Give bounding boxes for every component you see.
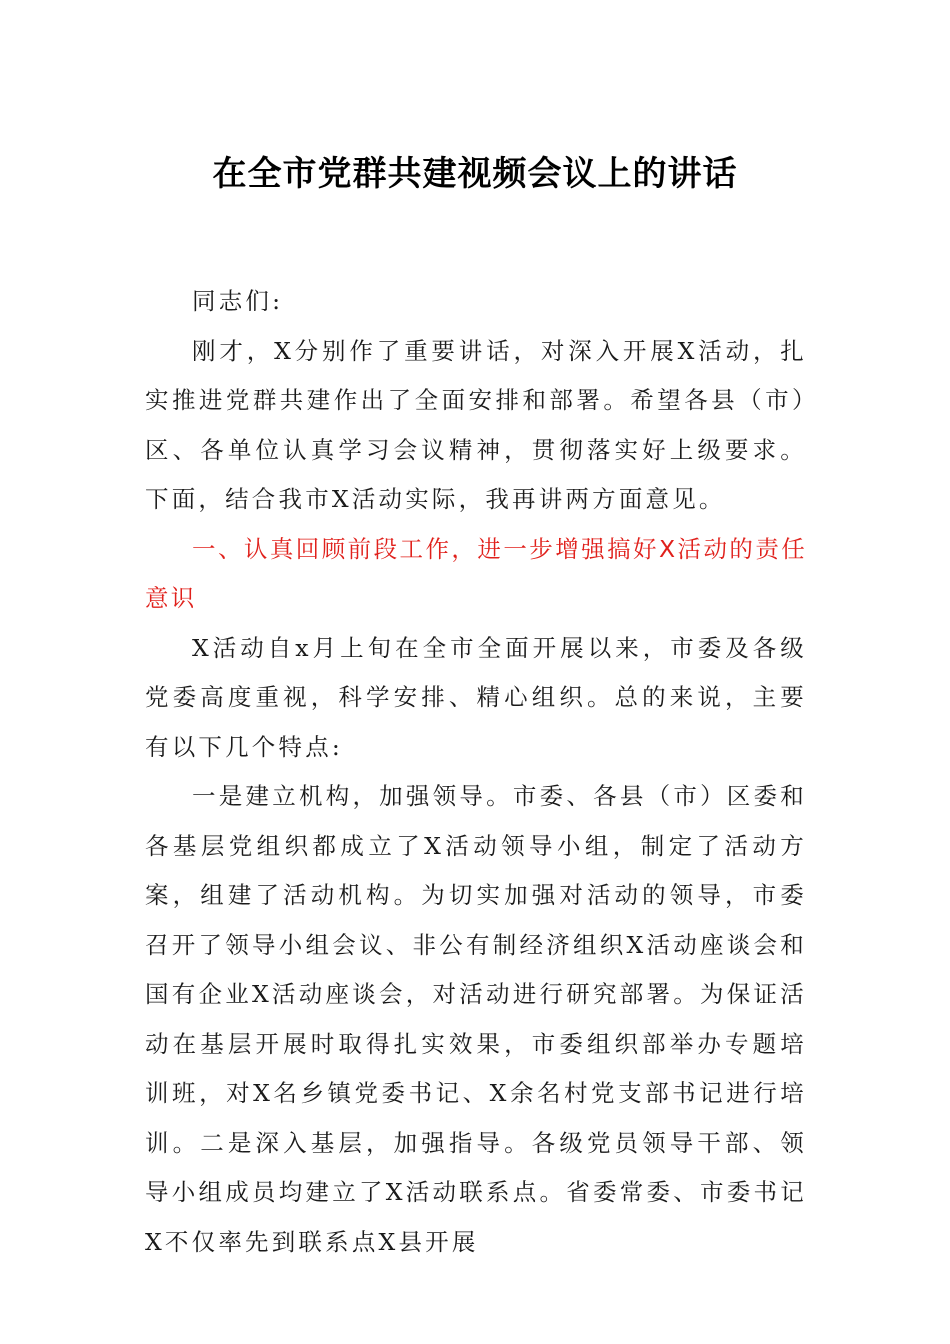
body-paragraph: X活动自x月上旬在全市全面开展以来，市委及各级党委高度重视，科学安排、精心组织。总的来说，主要有以下几个特点:	[145, 633, 807, 761]
document-title: 在全市党群共建视频会议上的讲话	[212, 154, 738, 194]
section-heading: 一、认真回顾前段工作，进一步增强搞好X活动的责任意识	[145, 534, 807, 612]
salutation-paragraph: 同志们:	[192, 287, 284, 315]
document-body	[145, 277, 807, 1267]
intro-paragraph: 刚才，X分别作了重要讲话，对深入开展X活动，扎实推进党群共建作出了全面安排和部署。希望各县（市）区、各单位认真学习会议精神，贯彻落实好上级要求。下面，结合我市X活动实际，我再讲两方面意见。	[145, 336, 807, 513]
body-paragraph: 一是建立机构，加强领导。市委、各县（市）区委和各基层党组织都成立了X活动领导小组，制定了活动方案，组建了活动机构。为切实加强对活动的领导，市委召开了领导小组会议、非公有制经济组织X活动座谈会和国有企业X活动座谈会，对活动进行研究部署。为保证活动在基层开展时取得扎实效果，市委组织部举办专题培训班，对X名乡镇党委书记、X余名村党支部书记进行培训。二是深入基层，加强指导。各级党员领导干部、领导小组成员均建立了X活动联系点。省委常委、市委书记X不仅率先到联系点X县开展	[145, 782, 807, 1256]
